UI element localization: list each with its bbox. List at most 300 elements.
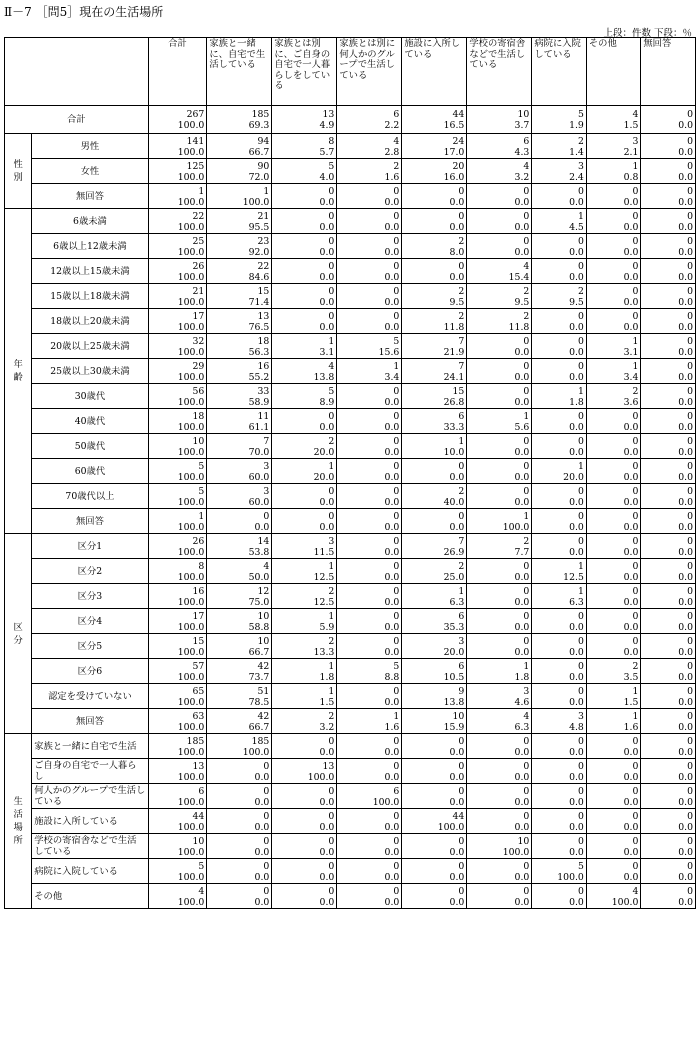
count-value: 0	[687, 235, 693, 247]
percent-value: 100.0	[177, 671, 205, 683]
count-value: 0	[687, 660, 693, 672]
count-value: 0	[393, 635, 400, 647]
value-cell	[586, 709, 641, 734]
group-label	[5, 209, 32, 534]
percent-value: 0.0	[319, 421, 335, 433]
value-cell	[207, 584, 272, 609]
value-cell	[337, 509, 402, 534]
percent-value: 0.0	[678, 521, 693, 533]
percent-value: 2.4	[569, 171, 584, 183]
count-value: 0	[577, 760, 584, 772]
value-cell	[467, 409, 532, 434]
percent-value: 0.0	[678, 446, 693, 458]
count-value: 0	[328, 810, 335, 822]
count-value: 0	[577, 735, 584, 747]
count-value: 29	[192, 360, 205, 372]
count-value: 24	[452, 135, 465, 147]
count-value: 2	[458, 485, 465, 497]
count-value: 0	[263, 760, 270, 772]
value-cell	[467, 384, 532, 409]
value-cell	[532, 834, 587, 859]
value-cell	[148, 484, 207, 509]
percent-value: 0.0	[319, 321, 335, 333]
count-value: 1	[328, 335, 335, 347]
value-cell	[207, 859, 272, 884]
value-cell	[148, 184, 207, 209]
percent-value: 0.0	[569, 246, 584, 258]
count-value: 8	[198, 560, 205, 572]
column-header: 家族とは別に、ご自身の自宅で一人暮らしをしている	[272, 38, 337, 106]
count-value: 4	[198, 885, 205, 897]
percent-value: 100.0	[177, 696, 205, 708]
count-value: 0	[687, 685, 693, 697]
column-header: その他	[586, 38, 641, 106]
value-cell	[148, 584, 207, 609]
value-cell	[586, 259, 641, 284]
table-row	[5, 134, 696, 159]
percent-value: 100.0	[502, 846, 530, 858]
count-value: 0	[687, 360, 693, 372]
percent-value: 0.0	[514, 496, 530, 508]
percent-value: 60.0	[248, 496, 270, 508]
value-cell	[586, 884, 641, 909]
row-label: 家族と一緒に自宅で生活	[32, 734, 148, 759]
count-value: 0	[393, 860, 400, 872]
value-cell	[532, 259, 587, 284]
percent-value: 0.0	[569, 421, 584, 433]
count-value: 14	[257, 535, 270, 547]
count-value: 0	[523, 435, 530, 447]
count-value: 16	[257, 360, 270, 372]
percent-value: 3.2	[319, 721, 335, 733]
count-value: 1	[577, 210, 584, 222]
percent-value: 100.0	[177, 571, 205, 583]
value-cell	[641, 159, 696, 184]
percent-value: 100.0	[177, 396, 205, 408]
count-value: 0	[632, 510, 639, 522]
value-cell	[272, 584, 337, 609]
count-value: 5	[393, 335, 400, 347]
count-value: 1	[523, 410, 530, 422]
percent-value: 0.0	[623, 821, 639, 833]
percent-value: 0.0	[319, 796, 335, 808]
percent-value: 0.0	[678, 471, 693, 483]
table-row	[5, 584, 696, 609]
percent-value: 0.0	[678, 896, 693, 908]
count-value: 20	[452, 160, 465, 172]
percent-value: 0.0	[384, 646, 400, 658]
percent-value: 100.0	[177, 646, 205, 658]
value-cell	[207, 459, 272, 484]
count-value: 0	[458, 785, 465, 797]
count-value: 0	[577, 785, 584, 797]
count-value: 2	[458, 235, 465, 247]
value-cell	[402, 584, 467, 609]
percent-value: 100.0	[177, 446, 205, 458]
count-value: 0	[393, 885, 400, 897]
value-cell	[641, 184, 696, 209]
value-cell	[532, 434, 587, 459]
percent-value: 20.0	[313, 446, 335, 458]
value-cell	[272, 209, 337, 234]
value-cell	[586, 659, 641, 684]
value-cell	[337, 209, 402, 234]
value-cell	[337, 534, 402, 559]
count-value: 3	[458, 635, 465, 647]
percent-value: 0.0	[569, 671, 584, 683]
percent-value: 0.0	[678, 621, 693, 633]
table-row	[5, 884, 696, 909]
count-value: 0	[393, 610, 400, 622]
value-cell	[272, 159, 337, 184]
count-value: 1	[393, 710, 400, 722]
percent-value: 0.0	[384, 696, 400, 708]
percent-value: 9.5	[449, 296, 465, 308]
percent-value: 100.0	[502, 521, 530, 533]
count-value: 4	[523, 160, 530, 172]
count-value: 0	[263, 785, 270, 797]
value-cell	[641, 759, 696, 784]
value-cell	[586, 284, 641, 309]
percent-value: 0.0	[319, 871, 335, 883]
percent-value: 40.0	[443, 496, 465, 508]
value-cell	[532, 759, 587, 784]
value-cell	[272, 659, 337, 684]
value-cell	[532, 609, 587, 634]
value-cell	[272, 106, 337, 134]
value-cell	[148, 434, 207, 459]
percent-value: 20.0	[313, 471, 335, 483]
count-value: 3	[632, 135, 639, 147]
percent-value: 73.7	[248, 671, 270, 683]
value-cell	[148, 634, 207, 659]
column-header: 施設に入所している	[402, 38, 467, 106]
group-label-text: 生活場所	[13, 796, 23, 846]
percent-value: 0.0	[384, 621, 400, 633]
count-value: 0	[632, 760, 639, 772]
value-cell	[402, 309, 467, 334]
percent-value: 0.0	[384, 296, 400, 308]
count-value: 7	[458, 360, 465, 372]
percent-value: 0.0	[319, 896, 335, 908]
row-label: 区分5	[32, 634, 148, 659]
percent-value: 95.5	[248, 221, 270, 233]
group-label	[5, 734, 32, 909]
value-cell	[532, 884, 587, 909]
row-label: 6歳以上12歳未満	[32, 234, 148, 259]
value-cell	[207, 709, 272, 734]
percent-value: 0.0	[678, 571, 693, 583]
row-label: 15歳以上18歳未満	[32, 284, 148, 309]
value-cell	[467, 684, 532, 709]
percent-value: 0.0	[514, 371, 530, 383]
percent-value: 0.0	[384, 746, 400, 758]
count-value: 0	[523, 360, 530, 372]
count-value: 3	[328, 535, 335, 547]
value-cell	[207, 759, 272, 784]
count-value: 22	[257, 260, 270, 272]
value-cell	[148, 684, 207, 709]
percent-value: 0.0	[384, 471, 400, 483]
count-value: 2	[523, 285, 530, 297]
count-value: 0	[687, 210, 693, 222]
percent-value: 4.6	[514, 696, 530, 708]
percent-value: 69.3	[248, 120, 270, 131]
percent-value: 4.8	[569, 721, 584, 733]
count-value: 0	[687, 885, 693, 897]
percent-value: 60.0	[248, 471, 270, 483]
row-label: 6歳未満	[32, 209, 148, 234]
count-value: 0	[632, 460, 639, 472]
value-cell	[272, 634, 337, 659]
percent-value: 0.0	[514, 446, 530, 458]
count-value: 0	[523, 585, 530, 597]
value-cell	[402, 259, 467, 284]
percent-value: 12.5	[313, 571, 335, 583]
count-value: 18	[192, 410, 205, 422]
value-cell	[272, 884, 337, 909]
percent-value: 0.0	[569, 496, 584, 508]
value-cell	[467, 509, 532, 534]
count-value: 16	[192, 585, 205, 597]
value-cell	[337, 159, 402, 184]
percent-value: 53.8	[248, 546, 270, 558]
value-cell	[532, 134, 587, 159]
percent-value: 0.0	[384, 896, 400, 908]
group-label	[5, 134, 32, 209]
unit-note: 上段：件数 下段：％	[603, 28, 692, 39]
count-value: 0	[687, 135, 693, 147]
percent-value: 100.0	[177, 196, 205, 208]
count-value: 0	[263, 510, 270, 522]
percent-value: 3.2	[514, 171, 530, 183]
percent-value: 0.0	[569, 521, 584, 533]
count-value: 1	[577, 460, 584, 472]
percent-value: 15.6	[378, 346, 400, 358]
percent-value: 0.0	[319, 746, 335, 758]
value-cell	[272, 809, 337, 834]
value-cell	[148, 659, 207, 684]
percent-value: 0.0	[623, 296, 639, 308]
value-cell	[641, 609, 696, 634]
value-cell	[402, 184, 467, 209]
value-cell	[467, 434, 532, 459]
percent-value: 0.0	[384, 321, 400, 333]
count-value: 1	[458, 435, 465, 447]
value-cell	[586, 584, 641, 609]
count-value: 0	[577, 335, 584, 347]
value-cell	[337, 409, 402, 434]
table-row	[5, 459, 696, 484]
percent-value: 100.0	[177, 221, 205, 233]
value-cell	[148, 259, 207, 284]
percent-value: 0.0	[678, 746, 693, 758]
value-cell	[148, 884, 207, 909]
value-cell	[207, 509, 272, 534]
count-value: 4	[632, 109, 639, 120]
percent-value: 26.9	[443, 546, 465, 558]
value-cell	[467, 709, 532, 734]
value-cell	[641, 284, 696, 309]
percent-value: 1.5	[319, 696, 335, 708]
value-cell	[272, 559, 337, 584]
percent-value: 0.0	[514, 346, 530, 358]
value-cell	[641, 459, 696, 484]
value-cell	[586, 484, 641, 509]
value-cell	[586, 134, 641, 159]
value-cell	[641, 359, 696, 384]
percent-value: 92.0	[248, 246, 270, 258]
percent-value: 100.0	[177, 471, 205, 483]
value-cell	[532, 334, 587, 359]
value-cell	[532, 209, 587, 234]
value-cell	[532, 184, 587, 209]
count-value: 11	[257, 410, 270, 422]
count-value: 23	[257, 235, 270, 247]
percent-value: 0.0	[623, 246, 639, 258]
value-cell	[641, 259, 696, 284]
count-value: 0	[687, 735, 693, 747]
table-row	[5, 659, 696, 684]
percent-value: 0.0	[449, 771, 465, 783]
value-cell	[402, 759, 467, 784]
count-value: 0	[393, 485, 400, 497]
percent-value: 0.0	[319, 221, 335, 233]
value-cell	[467, 159, 532, 184]
value-cell	[402, 359, 467, 384]
value-cell	[402, 534, 467, 559]
count-value: 44	[452, 109, 465, 120]
percent-value: 75.0	[248, 596, 270, 608]
percent-value: 0.0	[569, 796, 584, 808]
count-value: 33	[257, 385, 270, 397]
count-value: 7	[263, 435, 270, 447]
percent-value: 1.9	[569, 120, 584, 131]
count-value: 6	[458, 660, 465, 672]
count-value: 0	[687, 385, 693, 397]
value-cell	[532, 859, 587, 884]
value-cell	[586, 734, 641, 759]
percent-value: 0.0	[449, 871, 465, 883]
count-value: 2	[458, 560, 465, 572]
value-cell	[207, 884, 272, 909]
value-cell	[402, 709, 467, 734]
count-value: 0	[393, 210, 400, 222]
table-row	[5, 759, 696, 784]
count-value: 0	[458, 460, 465, 472]
percent-value: 0.0	[678, 871, 693, 883]
table-row	[5, 259, 696, 284]
value-cell	[148, 534, 207, 559]
value-cell	[641, 134, 696, 159]
count-value: 0	[577, 535, 584, 547]
value-cell	[272, 684, 337, 709]
value-cell	[207, 284, 272, 309]
count-value: 0	[687, 635, 693, 647]
value-cell	[402, 209, 467, 234]
value-cell	[337, 884, 402, 909]
value-cell	[586, 534, 641, 559]
value-cell	[337, 234, 402, 259]
count-value: 0	[632, 860, 639, 872]
value-cell	[586, 784, 641, 809]
percent-value: 0.0	[449, 896, 465, 908]
percent-value: 0.0	[449, 471, 465, 483]
percent-value: 1.8	[569, 396, 584, 408]
percent-value: 3.7	[514, 120, 530, 131]
percent-value: 0.0	[384, 571, 400, 583]
value-cell	[532, 484, 587, 509]
count-value: 13	[322, 109, 335, 120]
value-cell	[467, 834, 532, 859]
count-value: 6	[393, 785, 400, 797]
count-value: 15	[192, 635, 205, 647]
count-value: 63	[192, 710, 205, 722]
value-cell	[207, 834, 272, 859]
count-value: 26	[192, 260, 205, 272]
value-cell	[148, 709, 207, 734]
percent-value: 9.5	[569, 296, 584, 308]
count-value: 0	[393, 460, 400, 472]
value-cell	[402, 559, 467, 584]
row-label: その他	[32, 884, 148, 909]
percent-value: 0.0	[514, 246, 530, 258]
value-cell	[337, 259, 402, 284]
percent-value: 11.5	[313, 546, 335, 558]
percent-value: 1.6	[384, 171, 400, 183]
value-cell	[337, 659, 402, 684]
percent-value: 0.0	[514, 196, 530, 208]
percent-value: 71.4	[248, 296, 270, 308]
count-value: 5	[198, 485, 205, 497]
percent-value: 10.5	[443, 671, 465, 683]
value-cell	[337, 334, 402, 359]
percent-value: 24.1	[443, 371, 465, 383]
count-value: 2	[328, 635, 335, 647]
value-cell	[148, 106, 207, 134]
value-cell	[641, 734, 696, 759]
value-cell	[467, 484, 532, 509]
percent-value: 0.0	[254, 821, 270, 833]
count-value: 0	[687, 285, 693, 297]
value-cell	[641, 434, 696, 459]
count-value: 0	[577, 885, 584, 897]
percent-value: 0.0	[678, 246, 693, 258]
value-cell	[337, 459, 402, 484]
count-value: 1	[632, 685, 639, 697]
value-cell	[148, 234, 207, 259]
count-value: 42	[257, 710, 270, 722]
count-value: 0	[687, 109, 693, 120]
column-header: 学校の寄宿舎などで生活している	[467, 38, 532, 106]
count-value: 0	[687, 435, 693, 447]
value-cell	[467, 734, 532, 759]
count-value: 2	[393, 160, 400, 172]
percent-value: 0.0	[514, 771, 530, 783]
percent-value: 0.0	[623, 496, 639, 508]
value-cell	[337, 859, 402, 884]
percent-value: 15.4	[508, 271, 530, 283]
value-cell	[586, 834, 641, 859]
value-cell	[148, 784, 207, 809]
value-cell	[641, 534, 696, 559]
percent-value: 0.0	[384, 596, 400, 608]
percent-value: 0.0	[678, 371, 693, 383]
value-cell	[641, 659, 696, 684]
percent-value: 0.0	[623, 596, 639, 608]
count-value: 15	[257, 285, 270, 297]
count-value: 1	[523, 510, 530, 522]
